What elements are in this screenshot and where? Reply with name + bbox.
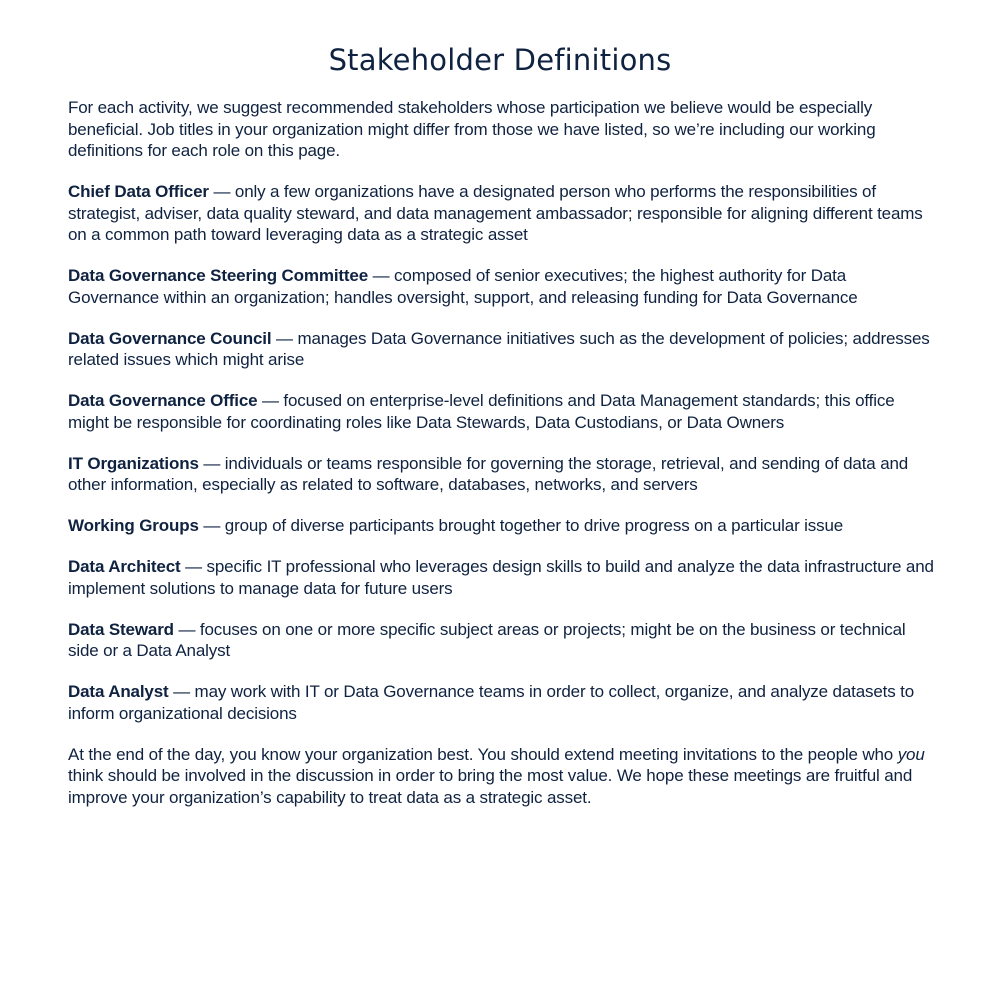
definition-text: — only a few organizations have a designated person who performs the responsibilities of strategist, adviser, data quality steward, and data management ambassador; responsible for aligning different teams on a common path toward leveraging data as a strategic asset [68, 182, 923, 244]
definition-data-governance-council [68, 328, 938, 371]
definition-term: Data Analyst [68, 682, 169, 701]
definition-data-analyst [68, 681, 938, 724]
closing-text-after: think should be involved in the discussion in order to bring the most value. We hope these meetings are fruitful and improve your organization’s capability to treat data as a strategic asset. [68, 766, 913, 807]
definition-data-steward [68, 619, 938, 662]
definition-it-organizations [68, 453, 938, 496]
definition-term: Data Governance Office [68, 391, 258, 410]
definition-text: — group of diverse participants brought together to drive progress on a particular issue [198, 516, 844, 535]
definition-text: — focused on enterprise-level definitions and Data Management standards; this office might be responsible for coordinating roles like Data Stewards, Data Custodians, or Data Owners [68, 391, 895, 432]
definition-term: Data Steward [68, 619, 174, 639]
closing-text-before: At the end of the day, you know your organization best. You should extend meeting invitations to the people who [68, 744, 898, 764]
definition-term: Data Governance Council [68, 328, 272, 348]
definition-term: Data Governance Steering Committee [68, 266, 369, 285]
page-title: Stakeholder Definitions [328, 43, 672, 77]
definition-text: — manages Data Governance initiatives such as the development of policies; addresses related issues which might arise [68, 328, 930, 369]
definition-data-governance-steering-committee [68, 265, 938, 308]
definition-text: — focuses on one or more specific subject areas or projects; might be on the business or technical side or a Data Analyst [68, 619, 906, 660]
definition-chief-data-officer [68, 181, 938, 246]
definition-text: — specific IT professional who leverages design skills to build and analyze the data infrastructure and implement solutions to manage data for future users [68, 557, 934, 598]
definition-text: — composed of senior executives; the highest authority for Data Governance within an organization; handles oversight, support, and releasing funding for Data Governance [68, 266, 858, 307]
definition-text: — may work with IT or Data Governance teams in order to collect, organize, and analyze datasets to inform organizational decisions [68, 682, 915, 723]
definition-data-architect [68, 556, 938, 599]
definition-term: IT Organizations [68, 453, 199, 473]
definition-term: Data Architect [68, 557, 181, 576]
definition-term: Chief Data Officer [68, 182, 209, 201]
definition-text: — individuals or teams responsible for governing the storage, retrieval, and sending of data and other information, especially as related to software, databases, networks, and servers [68, 453, 909, 494]
definition-working-groups [68, 515, 938, 537]
definition-data-governance-office [68, 390, 938, 433]
intro-paragraph: For each activity, we suggest recommended stakeholders whose participation we believe would be especially beneficial. Job titles in your organization might differ from those we have listed, so we’re including our working definitions for each role on this page. [68, 98, 876, 160]
document-body [68, 97, 938, 828]
closing-paragraph [68, 744, 938, 809]
closing-emphasis: you [897, 744, 925, 764]
definition-term: Working Groups [68, 516, 199, 535]
